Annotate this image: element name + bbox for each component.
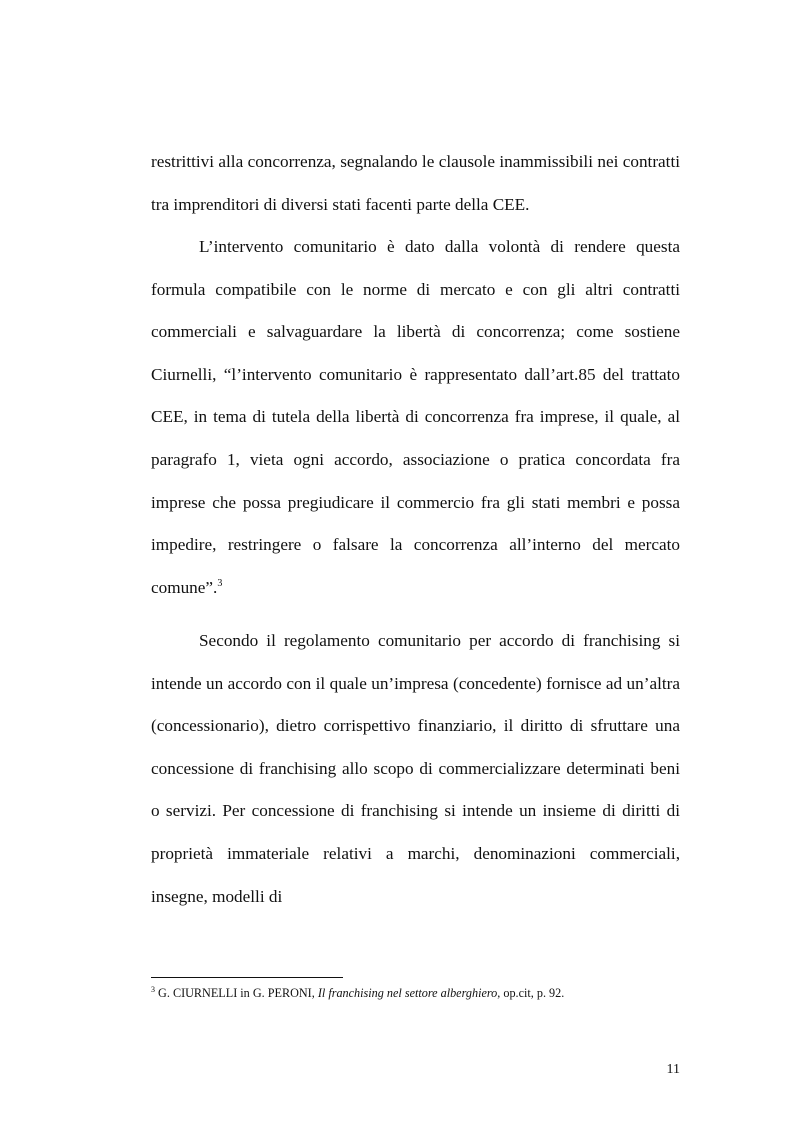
paragraph-text: restrittivi alla concorrenza, segnalando le clausole inammissibili nei contratti tra imprenditori di diversi stati facenti parte della CEE. <box>151 152 680 214</box>
footnote-reference: 3 <box>217 577 223 589</box>
body-paragraph-2 <box>151 226 680 609</box>
footnote-cited-title: Il franchising nel settore alberghiero <box>317 986 498 1000</box>
page-number: 11 <box>666 1062 680 1077</box>
paragraph-text: Secondo il regolamento comunitario per accordo di franchising si intende un accordo con il quale un’impresa (concedente) fornisce ad un’altra (concessionario), dietro corrispettivo finanziario, il diritto di sfruttare una concessione di franchising allo scopo di commercializzare determinati beni o servizi. Per concessione di franchising si intende un insieme di diritti di proprietà immateriale relativi a marchi, denominazioni commerciali, insegne, modelli di <box>151 631 680 906</box>
footnote-text-before: G. CIURNELLI in G. PERONI, <box>158 986 318 1000</box>
footnote-divider <box>151 977 343 978</box>
footnote-marker: 3 <box>151 985 155 994</box>
body-paragraph-1 <box>151 141 680 226</box>
footnote-text-after: , op.cit, p. 92. <box>497 986 565 1000</box>
paragraph-text: L’intervento comunitario è dato dalla volontà di rendere questa formula compatibile con le norme di mercato e con gli altri contratti commerciali e salvaguardare la libertà di concorrenza; come sostiene Ciurnelli, “l’intervento comunitario è rappresentato dall’art.85 del trattato CEE, in tema di tutela della libertà di concorrenza fra imprese, il quale, al paragrafo 1, vieta ogni accordo, associazione o pratica concordata fra imprese che possa pregiudicare il commercio fra gli stati membri e possa impedire, restringere o falsare la concorrenza all’interno del mercato comune”. <box>151 237 680 597</box>
footnote <box>151 985 680 1001</box>
body-paragraph-3 <box>151 620 680 918</box>
